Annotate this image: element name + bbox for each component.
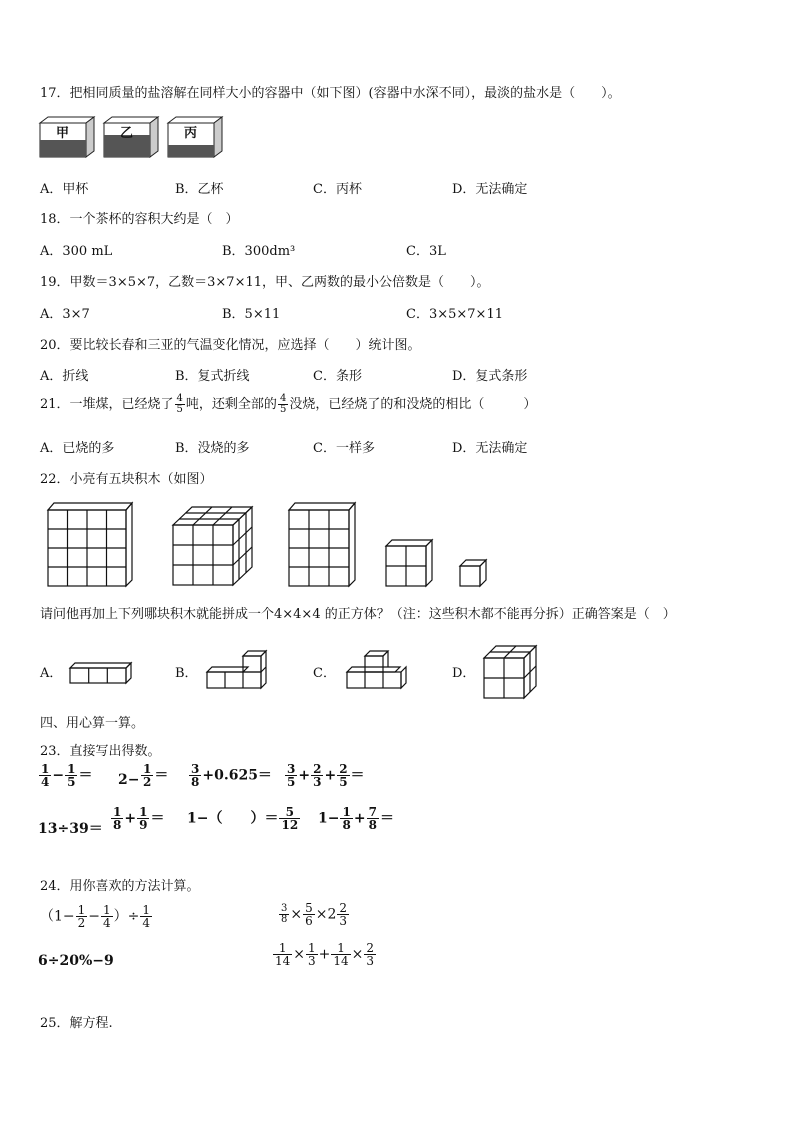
fraction: $\frac{1}{2}$ (143, 762, 152, 789)
q23-expr-2: 2− (118, 772, 140, 788)
fraction: $\frac{2}{3}$ (339, 901, 348, 928)
fraction: $\frac{1}{8}$ (113, 805, 122, 832)
q19-option-b[interactable]: B．5×11 (222, 307, 281, 322)
q17-text: 17．把相同质量的盐溶解在同样大小的容器中（如下图）(容器中水深不同），最淡的盐水是（ ）。 (40, 86, 621, 101)
q18-option-a[interactable]: A．300 mL (40, 244, 113, 259)
q19-option-a[interactable]: A．3×7 (40, 307, 90, 322)
fraction: $\frac{1}{4}$ (142, 903, 151, 930)
q20-option-b[interactable]: B．复式折线 (175, 369, 250, 384)
q17-option-d[interactable]: D．无法确定 (452, 182, 528, 197)
q21-pre: 21．一堆煤，已经烧了 (40, 397, 174, 412)
q21-post: 没烧，已经烧了的和没烧的相比（ ） (289, 397, 537, 412)
q19-option-c[interactable]: C．3×5×7×11 (406, 307, 503, 322)
q22-blocks-figure (40, 498, 500, 590)
q24-expr-3: 6÷20%−9 (38, 953, 114, 969)
q18-option-c[interactable]: C．3L (406, 244, 446, 259)
fraction: $\frac{1}{14}$ (333, 941, 349, 968)
q24-expr-2: $\frac{3}{8}$ × $\frac{5}{6}$ ×2 $\frac{2}{3}$ (281, 901, 348, 928)
fraction: $\frac{7}{8}$ (368, 805, 377, 832)
fraction: $\frac{2}{3}$ (313, 762, 322, 789)
fraction: $\frac{1}{2}$ (77, 903, 86, 930)
q22-text: 22．小亮有五块积木（如图） (40, 472, 213, 487)
q23-expr-8: 1− $\frac{1}{8}$ + $\frac{7}{8}$ ＝ (318, 805, 394, 832)
q20-text: 20．要比较长春和三亚的气温变化情况，应选择（ ）统计图。 (40, 338, 421, 353)
q22-options-figure (60, 638, 550, 700)
option-c-block (347, 651, 406, 688)
fraction: $\frac{3}{8}$ (191, 762, 200, 789)
q22-option-c-label[interactable]: C． (313, 666, 336, 681)
fraction: $\frac{3}{8}$ (281, 903, 288, 925)
cup-label-jia: 甲 (56, 126, 70, 141)
fraction: $\frac{1}{14}$ (275, 941, 291, 968)
q23-expr-4: $\frac{3}{5}$ + $\frac{2}{3}$ + $\frac{2}{5}$ ＝ (287, 762, 365, 789)
q17-option-b[interactable]: B．乙杯 (175, 182, 224, 197)
q24-text: 24．用你喜欢的方法计算。 (40, 879, 200, 894)
fraction: $\frac{1}{8}$ (342, 805, 351, 832)
fraction: $\frac{1}{5}$ (67, 762, 76, 789)
q21-fraction-1: $\frac{4}{5}$ (176, 393, 183, 415)
q20-option-d[interactable]: D．复式条形 (452, 369, 528, 384)
q21-option-c[interactable]: C．一样多 (313, 441, 375, 456)
fraction: $\frac{1}{4}$ (41, 762, 50, 789)
fraction: $\frac{3}{5}$ (287, 762, 296, 789)
q17-option-a[interactable]: A．甲杯 (40, 182, 89, 197)
q23-expr-3: $\frac{3}{8}$ +0.625＝ (191, 762, 272, 789)
section-4-title: 四、用心算一算。 (40, 716, 145, 731)
q23-expr-6: $\frac{1}{8}$ + $\frac{1}{9}$ ＝ (113, 805, 165, 832)
q20-option-a[interactable]: A．折线 (40, 369, 89, 384)
cup-label-bing: 丙 (184, 126, 198, 141)
q23-text: 23．直接写出得数。 (40, 744, 161, 759)
q18-option-b[interactable]: B．300dm³ (222, 244, 296, 259)
q21-option-d[interactable]: D．无法确定 (452, 441, 528, 456)
q21-option-b[interactable]: B．没烧的多 (175, 441, 250, 456)
fraction: $\frac{5}{12}$ (281, 805, 299, 832)
cup-label-yi: 乙 (120, 126, 134, 141)
q22-option-b-label[interactable]: B． (175, 666, 198, 681)
q21-text (40, 393, 536, 415)
fraction: $\frac{2}{5}$ (339, 762, 348, 789)
fraction: $\frac{2}{3}$ (366, 941, 375, 968)
q19-text: 19．甲数＝3×5×7，乙数＝3×7×11，甲、乙两数的最小公倍数是（ ）。 (40, 275, 490, 290)
option-d-block (484, 646, 536, 698)
q24-expr-4: $\frac{1}{14}$ × $\frac{1}{3}$ + $\frac{1}{14}$ × $\frac{2}{3}$ (275, 941, 375, 968)
q18-text: 18．一个茶杯的容积大约是（ ） (40, 212, 239, 227)
q23-expr-1: $\frac{1}{4}$ − $\frac{1}{5}$ ＝ (41, 762, 93, 789)
q17-option-c[interactable]: C．丙杯 (313, 182, 362, 197)
q21-mid: 吨，还剩全部的 (185, 397, 277, 412)
option-a-block (70, 663, 131, 683)
q23-expr-5: 13÷39＝ (38, 821, 103, 837)
q22-option-d-label[interactable]: D． (452, 666, 476, 681)
q23-expr-7: 1−（ ）＝ $\frac{5}{12}$ (187, 805, 299, 832)
q25-text: 25．解方程. (40, 1016, 113, 1031)
q23-expr-2-frac: $\frac{1}{2}$ ＝ (143, 762, 169, 789)
q21-option-a[interactable]: A．已烧的多 (40, 441, 115, 456)
q24-expr-1: （1− $\frac{1}{2}$ − $\frac{1}{4}$ ）÷ $\frac{1}{4}$ (40, 903, 151, 930)
fraction: $\frac{1}{3}$ (308, 941, 316, 968)
q21-fraction-2: $\frac{4}{5}$ (279, 393, 287, 415)
fraction: $\frac{5}{6}$ (305, 901, 313, 928)
fraction: $\frac{1}{9}$ (139, 805, 148, 832)
q22-question: 请问他再加上下列哪块积木就能拼成一个4×4×4 的正方体？（注：这些积木都不能再分拆）正确答案是（ ） (40, 607, 676, 622)
option-b-block (207, 651, 266, 688)
fraction: $\frac{1}{4}$ (103, 903, 111, 930)
q22-option-a-label[interactable]: A． (40, 666, 63, 681)
q20-option-c[interactable]: C．条形 (313, 369, 362, 384)
